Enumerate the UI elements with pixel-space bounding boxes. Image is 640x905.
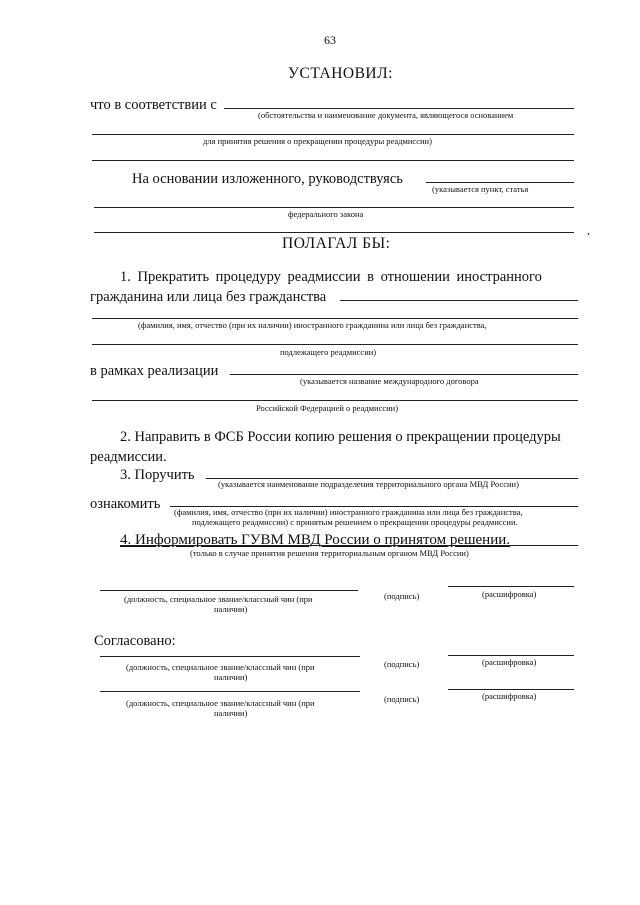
heading-established: УСТАНОВИЛ: (288, 65, 393, 82)
blank-line[interactable] (92, 160, 574, 161)
approved-row1-decode-caption: (расшифровка) (482, 657, 537, 667)
signature-decode-caption: (расшифровка) (482, 589, 537, 599)
item2-line1: 2. Направить в ФСБ России копию решения о прекращении процедуры (120, 429, 561, 445)
basis-caption-1: (указывается пункт, статья (432, 184, 529, 194)
blank-line[interactable] (340, 300, 578, 301)
approved-row2-position-line[interactable] (100, 691, 360, 692)
approved-row1-position-caption-2: наличии) (214, 672, 248, 682)
blank-line[interactable] (426, 182, 574, 183)
approved-heading: Согласовано: (94, 633, 176, 649)
blank-line[interactable] (92, 318, 578, 319)
blank-line[interactable] (94, 207, 574, 208)
item3-lead: 3. Поручить (120, 467, 195, 483)
approved-row2-position-caption-1: (должность, специальное звание/классный чин (при (126, 698, 315, 708)
signature-position-caption-2: наличии) (214, 604, 248, 614)
stray-mark: , (587, 225, 590, 237)
approved-row1-position-line[interactable] (100, 656, 360, 657)
blank-line[interactable] (224, 108, 574, 109)
signature-sign-caption: (подпись) (384, 591, 420, 601)
basis-caption-2: федерального закона (288, 209, 364, 219)
item1-line2: гражданина или лица без гражданства (90, 289, 327, 305)
item3-caption-1: (указывается наименование подразделения территориального органа МВД России) (218, 479, 519, 489)
blank-line[interactable] (120, 545, 578, 546)
blank-line[interactable] (92, 400, 578, 401)
approved-row2-position-caption-2: наличии) (214, 708, 248, 718)
item4-text-underlined: 4. Информировать ГУВМ МВД России о принятом решении. (120, 532, 511, 548)
approved-row1-sign-caption: (подпись) (384, 659, 420, 669)
blank-line[interactable] (230, 374, 578, 375)
item1-caption-3: (указывается название международного договора (300, 376, 479, 386)
blank-line[interactable] (92, 134, 574, 135)
approved-row1-decode-line[interactable] (448, 655, 574, 656)
established-caption-2: для принятия решения о прекращении процедуры реадмиссии) (203, 136, 432, 146)
item4-caption: (только в случае принятия решения территориальным органом МВД России) (190, 548, 469, 558)
item2-line2: реадмиссии. (90, 449, 167, 465)
signature-decode-line[interactable] (448, 586, 574, 587)
item1-line1: 1. Прекратить процедуру реадмиссии в отношении иностранного (120, 269, 542, 285)
page-number: 63 (324, 33, 336, 47)
blank-line[interactable] (92, 344, 578, 345)
item3-caption-2: (фамилия, имя, отчество (при их наличии) иностранного гражданина или лица без гражданства, (174, 507, 523, 517)
approved-row2-sign-caption: (подпись) (384, 694, 420, 704)
heading-proposed: ПОЛАГАЛ БЫ: (282, 235, 391, 252)
approved-row2-decode-caption: (расшифровка) (482, 691, 537, 701)
item1-within-lead: в рамках реализации (90, 363, 219, 379)
basis-lead: На основании изложенного, руководствуясь (132, 171, 403, 187)
established-caption-1: (обстоятельства и наименование документа, являющегося основанием (258, 110, 514, 120)
blank-line[interactable] (94, 232, 574, 233)
approved-row2-decode-line[interactable] (448, 689, 574, 690)
approved-row1-position-caption-1: (должность, специальное звание/классный чин (при (126, 662, 315, 672)
signature-position-caption-1: (должность, специальное звание/классный чин (при (124, 594, 313, 604)
item1-caption-4: Российской Федерацией о реадмиссии) (256, 403, 399, 413)
item3-caption-3: подлежащего реадмиссии) с принятым решением о прекращении процедуры реадмиссии. (192, 517, 518, 527)
established-lead: что в соответствии с (90, 97, 217, 113)
item3-acquaint-lead: ознакомить (90, 496, 161, 512)
item1-caption-2: подлежащего реадмиссии) (280, 347, 377, 357)
signature-position-line[interactable] (100, 590, 358, 591)
item1-caption-1: (фамилия, имя, отчество (при их наличии) иностранного гражданина или лица без гражданства, (138, 320, 487, 330)
